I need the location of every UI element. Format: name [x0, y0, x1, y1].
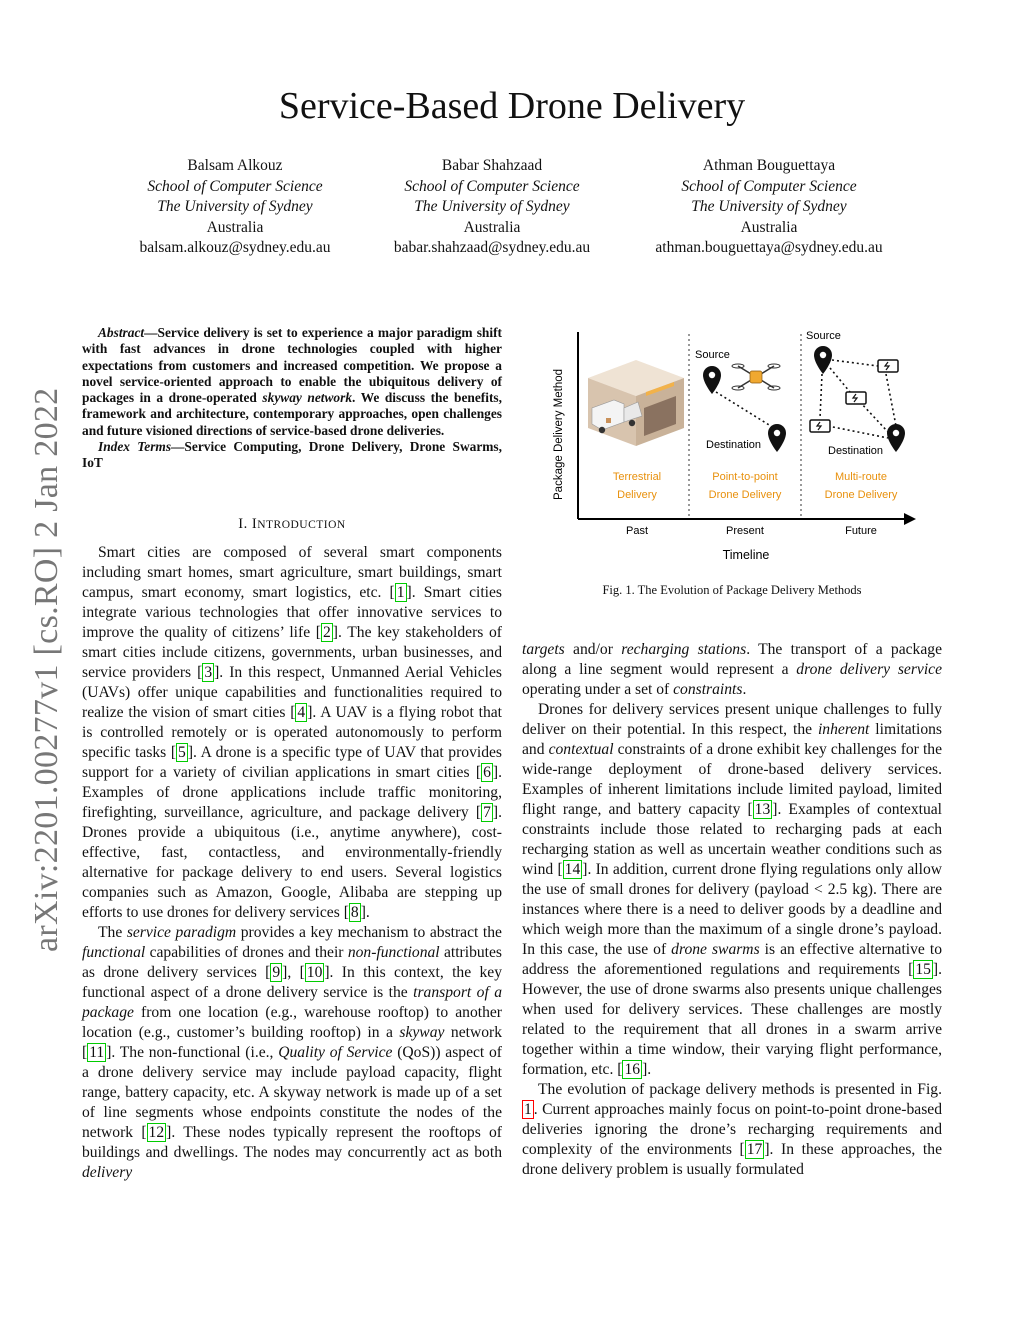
- citation-link[interactable]: 10: [306, 964, 323, 981]
- section-heading-introduction: I. INTRODUCTION: [238, 516, 346, 532]
- method-label-line: Drone Delivery: [708, 489, 782, 501]
- citation-link[interactable]: 16: [624, 1061, 641, 1078]
- destination-pin-icon: [887, 424, 905, 452]
- citation-link[interactable]: 4: [297, 704, 306, 721]
- y-axis-label: Package Delivery Method: [553, 368, 565, 500]
- citation-link[interactable]: 9: [272, 964, 281, 981]
- author-email: balsam.alkouz@sydney.edu.au: [139, 239, 331, 256]
- left-column-body: [82, 543, 502, 1183]
- x-axis-arrow-icon: [904, 513, 916, 525]
- method-label-line: Terrestrial: [612, 471, 662, 483]
- paragraph: Drones for delivery services present unique challenges to fully deliver on their potential. In this respect, the inherent limitations and contextual constraints of a drone exhibit key challenges for the wide-range deployment of drone-based delivery services. Examples of inherent limitations include limited payload, limited flight range, and battery capacity [ 13 ]. Examples of contextual constraints include those related to recharging pads at each recharging station as well as uncertain weather conditions such as wind [ 14 ]. In addition, current drone flying regulations only allow the use of small drones for delivery (payload < 2.5 kg). There are instances where there is a need to deliver goods by a deadline and which weigh more than the maximum of a single drone’s payload. In this case, the use of drone swarms is an effective alternative to address the aforementioned regulations and requirements [ 15 ]. However, the use of drone swarms also presents unique challenges when used for delivery services. These challenges are mostly related to the requirement that all drones in a swarm arrive together within a time window, their varying flight performance, formation, etc. [ 16 ].: [522, 701, 943, 1078]
- x-axis-label: Timeline: [722, 548, 770, 562]
- paragraph: The evolution of package delivery methods is presented in Fig. 1 . Current approaches mainly focus on point-to-point drone-based deliveries ignoring the drone’s recharging requirements and complexity of the environments [ 17 ]. In these approaches, the drone delivery problem is usually formulated: [522, 1081, 942, 1178]
- paper-title: Service-Based Drone Delivery: [278, 85, 746, 127]
- author-block-1: [100, 156, 370, 259]
- author-univ: The University of Sydney: [157, 198, 313, 215]
- charging-station-icon: [878, 360, 898, 372]
- citation-link[interactable]: 11: [89, 1044, 105, 1061]
- citation-link[interactable]: 17: [746, 1141, 763, 1158]
- author-country: Australia: [740, 218, 798, 236]
- source-pin-icon: [703, 366, 721, 394]
- citation-link[interactable]: 2: [323, 624, 331, 641]
- citation-link[interactable]: 14: [564, 861, 581, 878]
- source-label: Source: [806, 330, 841, 342]
- citation-link[interactable]: 5: [178, 744, 186, 761]
- drone-icon: [732, 364, 780, 390]
- period-label-past: Past: [625, 525, 649, 537]
- figure-reference-link[interactable]: 1: [524, 1101, 532, 1118]
- author-dept: School of Computer Science: [681, 177, 857, 195]
- author-dept: School of Computer Science: [404, 177, 580, 195]
- author-name: Babar Shahzaad: [441, 157, 543, 174]
- citation-link[interactable]: 6: [483, 764, 491, 781]
- citation-link[interactable]: 3: [204, 664, 213, 681]
- abstract-text: Abstract—Service delivery is set to experience a major paradigm shift with fast advances in drone technologies coupled with higher expectations from customers and increased competition. We propose a novel service-oriented approach to enable the ubiquitous delivery of packages in a drone-operated skyway network. We discuss the benefits, framework and architecture, contemporary approaches, open challenges and future visioned directions of service-based drone deliveries.: [82, 325, 502, 438]
- index-terms: Index Terms—Service Computing, Drone Delivery, Drone Swarms, IoT: [82, 439, 502, 471]
- period-label-present: Present: [726, 525, 764, 537]
- author-univ: The University of Sydney: [691, 198, 847, 215]
- paragraph: targets and/or recharging stations. The transport of a package along a line segment would represent a drone delivery service operating under a set of constraints.: [522, 641, 942, 698]
- method-label-line: Delivery: [617, 489, 657, 501]
- arxiv-stamp: arXiv:2201.00277v1 [cs.RO] 2 Jan 2022: [28, 387, 65, 952]
- source-pin-icon: [814, 346, 832, 374]
- charging-station-icon: [846, 392, 866, 404]
- author-univ: The University of Sydney: [414, 198, 570, 215]
- citation-link[interactable]: 7: [483, 804, 491, 821]
- author-block-2: [357, 156, 627, 259]
- source-label: Source: [695, 349, 730, 361]
- method-label-line: Multi-route: [835, 471, 887, 483]
- destination-pin-icon: [768, 424, 786, 452]
- right-column-body: [522, 640, 942, 1180]
- warehouse-truck-icon: [588, 360, 684, 446]
- period-label-future: Future: [845, 525, 877, 537]
- author-name: Athman Bouguettaya: [702, 157, 836, 174]
- citation-link[interactable]: 15: [915, 961, 931, 978]
- citation-link[interactable]: 13: [754, 801, 771, 818]
- author-country: Australia: [206, 218, 264, 236]
- author-email: athman.bouguettaya@sydney.edu.au: [655, 239, 883, 256]
- citation-link[interactable]: 1: [396, 584, 405, 601]
- method-label-line: Point-to-point: [712, 471, 778, 483]
- figure-1-delivery-evolution: [548, 326, 928, 566]
- author-dept: School of Computer Science: [147, 177, 323, 195]
- destination-label: Destination: [828, 445, 884, 457]
- abstract: [82, 325, 502, 472]
- author-country: Australia: [463, 218, 521, 236]
- method-label-line: Drone Delivery: [824, 489, 898, 501]
- paragraph: The service paradigm provides a key mechanism to abstract the functional capabilities of drones and their non-functional attributes as drone delivery services [ 9 ], [ 10 ]. In this context, the key functional aspect of a drone delivery service is the transport of a package from one location (e.g., warehouse rooftop) to another location (e.g., customer’s building rooftop) in a skyway network [ 11 ]. The non-functional (i.e., Quality of Service (QoS)) aspect of a drone delivery service may include payload capacity, flight range, battery capacity, etc. A skyway network is made up of a set of line segments whose endpoints constitute the nodes of the network [ 12 ]. These nodes typically represent the rooftops of buildings and dwellings. The nodes may concurrently act as both delivery: [82, 924, 502, 1181]
- delivery-route: [716, 392, 774, 428]
- charging-station-icon: [810, 420, 830, 432]
- figure-caption: Fig. 1. The Evolution of Package Delivery Methods: [602, 583, 862, 597]
- destination-label: Destination: [706, 439, 762, 451]
- paragraph: Smart cities are composed of several smart components including smart homes, smart agriculture, smart buildings, smart campus, smart economy, smart logistics, etc. [ 1 ]. Smart cities integrate various technologies that offer innovative services to improve the quality of citizens’ life [ 2 ]. The key stakeholders of smart cities include citizens, governments, urban businesses, and service providers [ 3 ]. In this respect, Unmanned Aerial Vehicles (UAVs) offer unique capabilities and functionalities required to realize the vision of smart cities [ 4 ]. A UAV is a flying robot that is controlled remotely or is operated autonomously to perform specific tasks [ 5 ]. A drone is a specific type of UAV that provides support for a variety of civilian applications in smart cities [ 6 ]. Examples of drone applications include traffic monitoring, firefighting, surveillance, agriculture, and package delivery [ 7 ]. Drones provide a ubiquitous (i.e., anytime anywhere), cost-effective, fast, contactless, and environmentally-friendly alternative for package delivery to end users. Several logistics companies such as Amazon, Google, Alibaba are stepping up efforts to use drones for delivery services [ 8 ].: [82, 544, 503, 921]
- author-name: Balsam Alkouz: [187, 157, 283, 174]
- author-email: babar.shahzaad@sydney.edu.au: [393, 239, 591, 256]
- author-block-3: [634, 156, 904, 259]
- citation-link[interactable]: 12: [148, 1124, 165, 1141]
- citation-link[interactable]: 8: [350, 904, 359, 921]
